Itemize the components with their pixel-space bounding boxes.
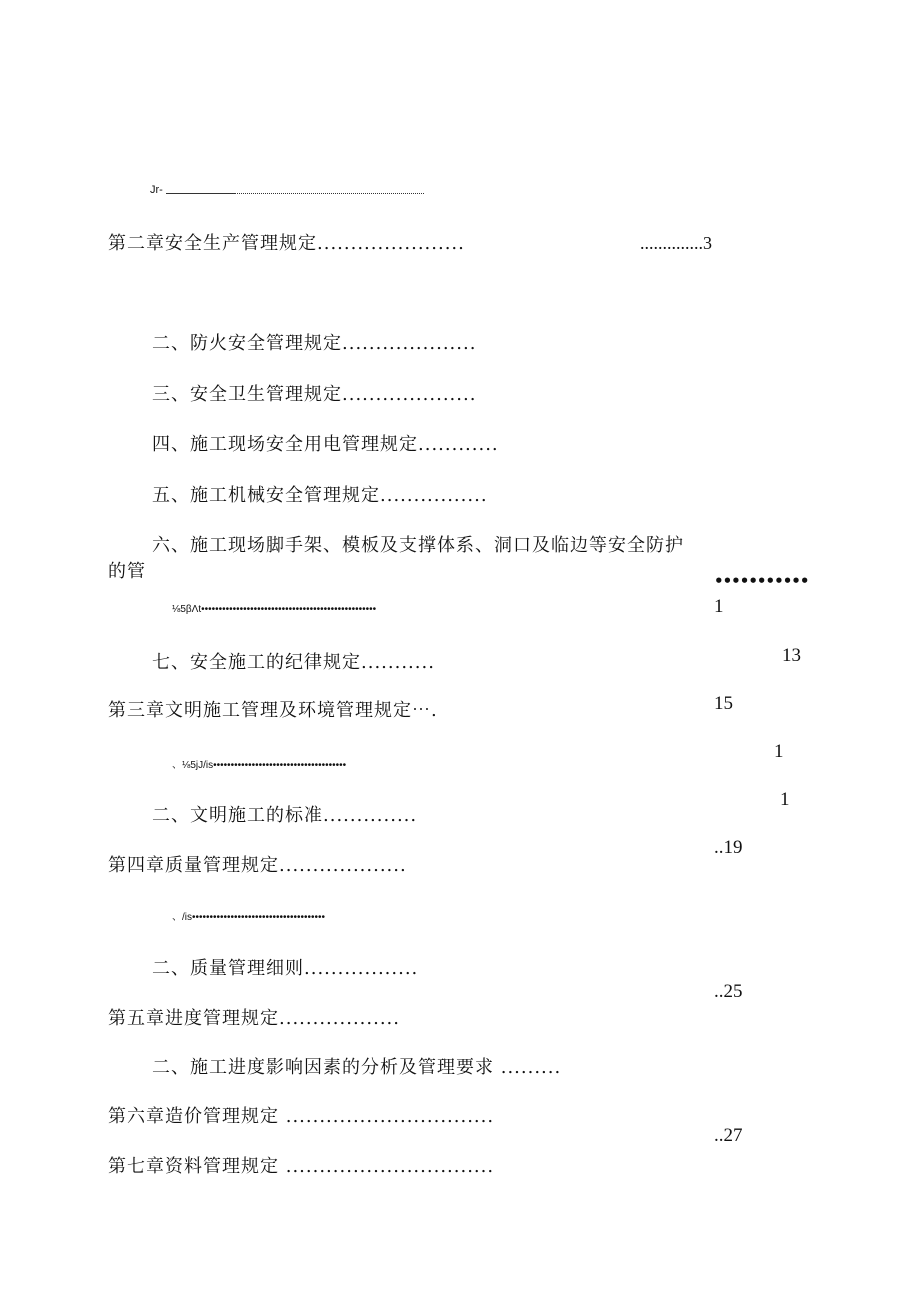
toc-entry-ch2[interactable]: 第二章安全生产管理规定...................... xyxy=(108,233,465,254)
toc-entry-s3-1[interactable]: 、⅛5jJ/is•••••••••••••••••••••••••••••••••••••• xyxy=(172,760,347,771)
toc-entry-s4-2[interactable]: 二、质量管理细则................. xyxy=(152,958,419,979)
toc-entry-s4-1[interactable]: 、/is•••••••••••••••••••••••••••••••••••••• xyxy=(172,912,326,923)
top-fragment-label: Jr- xyxy=(150,184,163,196)
toc-entry-s2-6-line1[interactable]: 六、施工现场脚手架、模板及支撑体系、洞口及临边等安全防护 xyxy=(152,535,684,556)
toc-leader-dots: ••••••••••• xyxy=(714,572,809,590)
toc-page-ch2: ..............3 xyxy=(640,233,712,253)
toc-entry-ch5[interactable]: 第五章进度管理规定.................. xyxy=(108,1008,400,1029)
toc-page-ch7: ..27 xyxy=(714,1125,743,1146)
toc-page-s2-7: 13 xyxy=(782,645,801,666)
toc-entry-ch3[interactable]: 第三章文明施工管理及环境管理规定⋯. xyxy=(108,700,438,721)
toc-page-s3-2: 1 xyxy=(780,789,790,810)
toc-entry-s2-7[interactable]: 七、安全施工的纪律规定........... xyxy=(152,652,435,673)
toc-entry-s5-2[interactable]: 二、施工进度影响因素的分析及管理要求 ......... xyxy=(152,1057,562,1078)
toc-entry-s2-2[interactable]: 二、防火安全管理规定.................... xyxy=(152,333,477,354)
toc-entry-ch4[interactable]: 第四章质量管理规定................... xyxy=(108,855,407,876)
toc-page-ch3: 15 xyxy=(714,693,733,714)
top-fragment-dotted-rule xyxy=(234,193,424,194)
toc-page-s2-6: 1 xyxy=(714,596,724,617)
toc-entry-s2-3[interactable]: 三、安全卫生管理规定.................... xyxy=(152,384,477,405)
top-fragment-rule xyxy=(166,193,234,194)
toc-entry-s3-2[interactable]: 二、文明施工的标准.............. xyxy=(152,805,418,826)
toc-entry-ch7[interactable]: 第七章资料管理规定 ............................... xyxy=(108,1156,495,1177)
toc-entry-s2-6-line2[interactable]: 的管 xyxy=(108,561,146,582)
toc-entry-s2-6-line3[interactable]: ⅛5βΛt•••••••••••••••••••••••••••••••••••••••••••••••••• xyxy=(172,604,377,615)
toc-entry-s2-5[interactable]: 五、施工机械安全管理规定................ xyxy=(152,485,488,506)
toc-page-ch5: ..25 xyxy=(714,981,743,1002)
toc-page-ch4: ..19 xyxy=(714,837,743,858)
toc-entry-s2-4[interactable]: 四、施工现场安全用电管理规定............ xyxy=(152,434,499,455)
toc-page-s3-1: 1 xyxy=(774,741,784,762)
toc-entry-ch6[interactable]: 第六章造价管理规定 ............................... xyxy=(108,1106,495,1127)
